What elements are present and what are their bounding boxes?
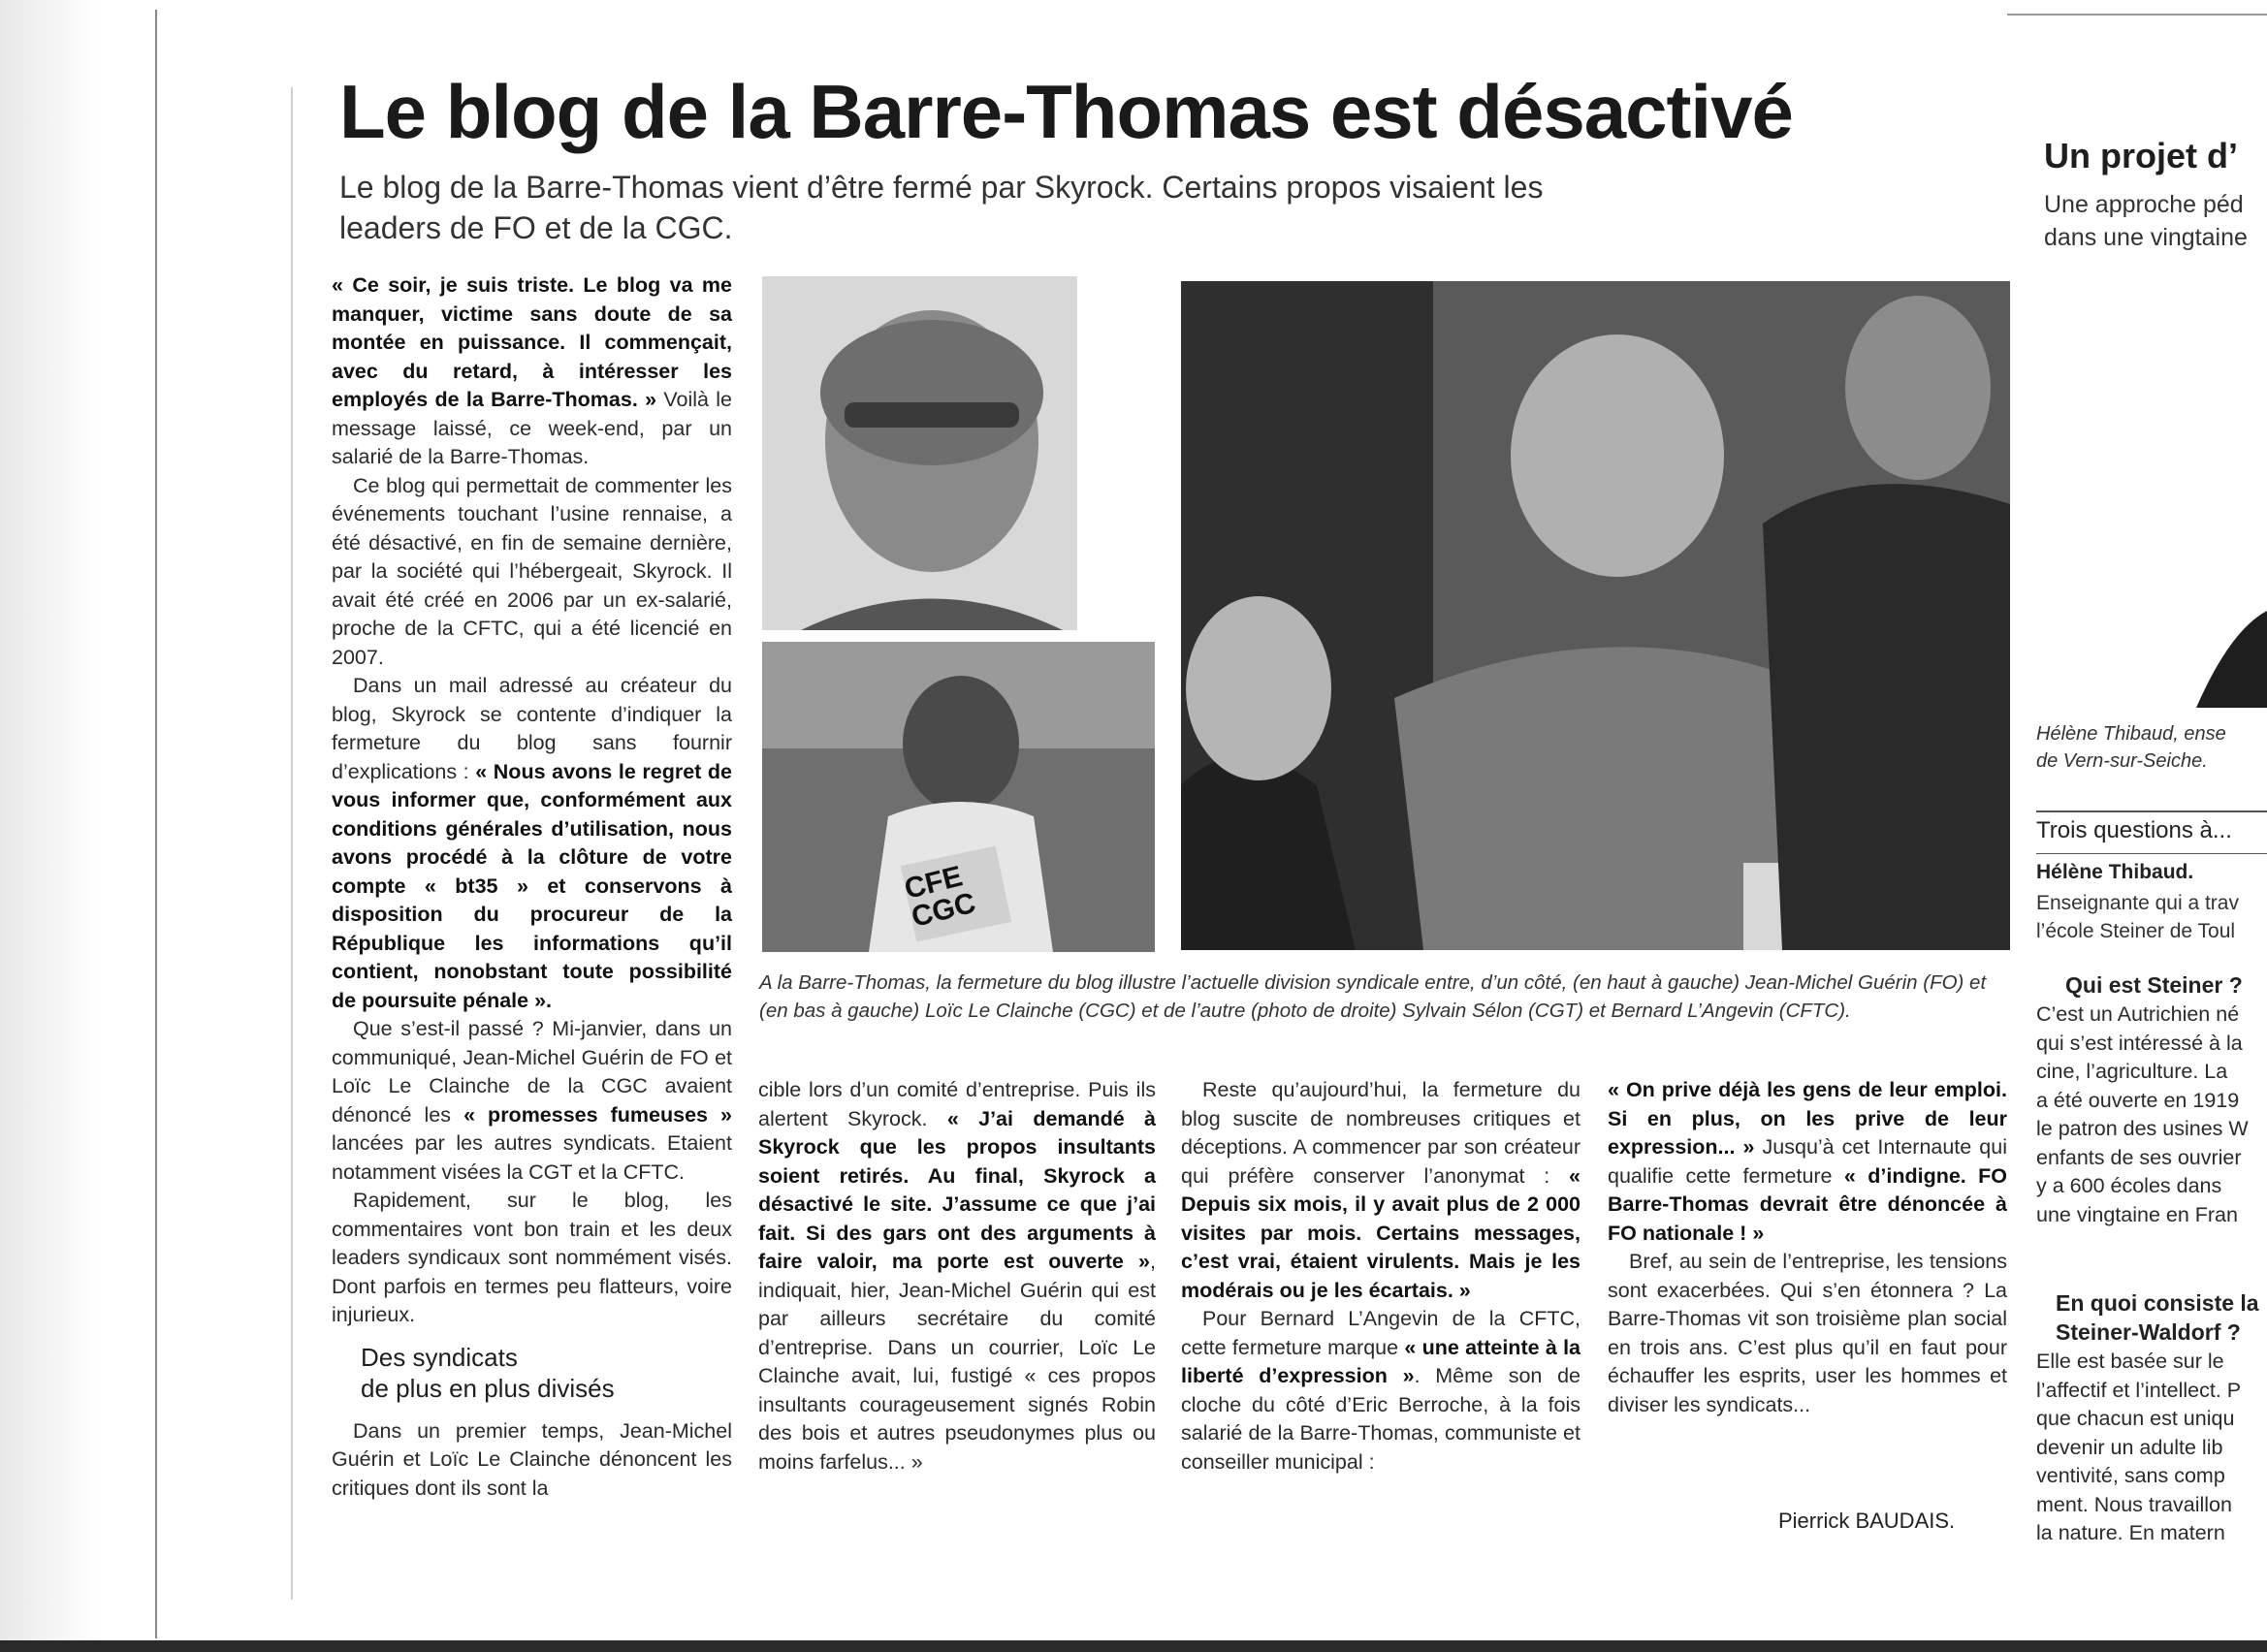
scan-bottom-edge: [0, 1640, 2267, 1652]
answer-line: une vingtaine en Fran: [2036, 1202, 2238, 1226]
question-1: Qui est Steiner ?: [2065, 972, 2243, 998]
text: Jusqu’à cet Internaute qui qualifie cette fermeture: [1608, 1135, 2007, 1188]
paragraph-2: [1181, 1305, 1581, 1477]
sidebar-box-rule-2: [2036, 853, 2267, 854]
quote-bold: « une atteinte à la liberté d’expression »: [1181, 1335, 1581, 1387]
answer-1: [2036, 1001, 2249, 1229]
text: Que s’est-il passé ? Mi-janvier, dans un communiqué, Jean-Michel Guérin de FO et Loïc Le Clainche de la CGC avaient dénoncé les: [332, 1017, 732, 1127]
paragraph-6: Dans un premier temps, Jean-Michel Guérin et Loïc Le Clainche dénoncent les critiques dont ils sont la: [332, 1418, 732, 1500]
sidebar-deck-line-1: Une approche péd: [2044, 191, 2244, 218]
quote-bold: « Depuis six mois, il y avait plus de 2 000 visites par mois. Certains messages, c’est vrai, étaient virulents. Mais je les modérais ou je les écartais. »: [1181, 1163, 1581, 1302]
answer-line: y a 600 écoles dans: [2036, 1174, 2222, 1197]
paragraph-3: [332, 672, 732, 1015]
answer-line: cine, l’agriculture. La: [2036, 1060, 2228, 1083]
intertitle-line-2: de plus en plus divisés: [361, 1373, 615, 1403]
answer-line: C’est un Autrichien né: [2036, 1002, 2240, 1026]
text: . Même son de cloche du côté d’Eric Berroche, à la fois salarié de la Barre-Thomas, communiste et conseiller municipal :: [1181, 1364, 1581, 1474]
text: cible lors d’un comité d’entreprise. Puis ils alertent Skyrock.: [758, 1078, 1156, 1130]
quote-bold: « promesses fumeuses »: [463, 1102, 732, 1127]
sidebar-deck-line-2: dans une vingtaine: [2044, 224, 2248, 251]
answer-line: a été ouverte en 1919: [2036, 1088, 2240, 1112]
quote-bold: « Nous avons le regret de vous informer que, conformément aux conditions générales d’utilisation, nous avons procédé à la clôture de votre compte « bt35 » et conservons à disposition du procureur de la République les informations qu’il contient, nonobstant toute possibilité de poursuite pénale ».: [332, 759, 732, 1012]
sidebar-box-title: Trois questions à...: [2036, 817, 2232, 843]
answer-line: que chacun est uniqu: [2036, 1407, 2235, 1430]
text: , indiquait, hier, Jean-Michel Guérin qui est par ailleurs secrétaire du comité d’entreprise. Dans un courrier, Loïc Le Clainche avait, lui, fustigé « ces propos insultants courageusement signés Robin des bois et autres pseudonymes plus ou moins farfelus... »: [758, 1250, 1156, 1474]
sidebar-title: Un projet d’: [2044, 136, 2238, 175]
column-rule-left: [291, 87, 293, 1600]
answer-line: devenir un adulte lib: [2036, 1435, 2223, 1459]
scan-binding-line: [155, 10, 157, 1638]
portrait-illustration: [762, 276, 1077, 630]
paragraph-1: [1181, 1076, 1581, 1305]
question-2: [2056, 1288, 2259, 1347]
article-column-4: [1608, 1076, 2007, 1419]
text: Reste qu’aujourd’hui, la fermeture du blog suscite de nombreuses critiques et déceptions. A commencer par son créateur qui préfère conserver l’anonymat :: [1181, 1078, 1581, 1188]
sidebar-photo-caption: [2036, 720, 2226, 775]
photo-union-leaders: [1181, 281, 2010, 950]
interviewee-name: Hélène Thibaud.: [2036, 861, 2194, 883]
paragraph-2: Bref, au sein de l’entreprise, les tensions sont exacerbées. Qui s’en étonnera ? La Barre-Thomas vit son troisième plan social en trois ans. C’est plus qu’il en faut pour échauffer les esprits, user les hommes et diviser les syndicats...: [1608, 1250, 2007, 1416]
answer-2: [2036, 1348, 2241, 1548]
text: Dans un mail adressé au créateur du blog, Skyrock se contente d’indiquer la fermeture du blog sans fournir d’explications :: [332, 674, 732, 783]
text: Voilà le message laissé, ce week-end, par un salarié de la Barre-Thomas.: [332, 388, 732, 468]
sidebar-box-rule: [2036, 810, 2267, 812]
sidebar-photo: [2036, 281, 2267, 708]
sidebar-caption-line-2: de Vern-sur-Seiche.: [2036, 750, 2208, 772]
scan-left-edge: [0, 0, 165, 1652]
photo-portrait-guerin: [762, 276, 1077, 630]
answer-line: ventivité, sans comp: [2036, 1464, 2225, 1487]
cfe-cgc-badge: CFE CGC: [901, 860, 979, 934]
sidebar-deck: [2044, 188, 2248, 254]
answer-line: l’affectif et l’intellect. P: [2036, 1378, 2242, 1402]
text: Pour Bernard L’Angevin de la CFTC, cette fermeture marque: [1181, 1307, 1581, 1359]
quote-bold: « d’indigne. FO Barre-Thomas devrait être dénoncée à FO nationale ! »: [1608, 1163, 2008, 1245]
answer-line: le patron des usines W: [2036, 1117, 2249, 1140]
answer-line: la nature. En matern: [2036, 1521, 2225, 1544]
top-rule-right: [2007, 14, 2267, 16]
question-2-line-1: En quoi consiste la: [2056, 1290, 2259, 1316]
photo-caption: A la Barre-Thomas, la fermeture du blog illustre l’actuelle division syndicale entre, d’un côté, (en haut à gauche) Jean-Michel Guérin (FO) et (en bas à gauche) Loïc Le Clainche (CGC) et de l’autre (photo de droite) Sylvain Sélon (CGT) et Bernard L’Angevin (CFTC).: [759, 971, 1987, 1022]
standfirst: Le blog de la Barre-Thomas vient d’être fermé par Skyrock. Certains propos visaient les leaders de FO et de la CGC.: [339, 170, 1544, 245]
answer-line: Elle est basée sur le: [2036, 1350, 2224, 1373]
group-photo-illustration: [1181, 281, 2010, 950]
sidebar-caption-line-1: Hélène Thibaud, ense: [2036, 723, 2226, 745]
paragraph-1: [332, 271, 732, 472]
interviewee-role: [2036, 889, 2239, 945]
quote-bold: « On prive déjà les gens de leur emploi. Si en plus, on les prive de leur expression... »: [1608, 1078, 2007, 1159]
intertitle-line-1: Des syndicats: [361, 1342, 518, 1372]
paragraph-1: [758, 1076, 1156, 1477]
quote-bold: « Ce soir, je suis triste. Le blog va me manquer, victime sans doute de sa montée en puissance. Il commençait, avec du retard, à intéresser les employés de la Barre-Thomas. »: [332, 273, 732, 411]
text: lancées par les autres syndicats. Etaient notamment visées la CGT et la CFTC.: [332, 1131, 732, 1184]
photo-portrait-leclainche: [762, 642, 1155, 952]
sidebar-photo-illustration: [2036, 281, 2267, 708]
role-line-1: Enseignante qui a trav: [2036, 892, 2239, 914]
role-line-2: l’école Steiner de Toul: [2036, 920, 2236, 942]
headline: Le blog de la Barre-Thomas est désactivé: [339, 69, 1793, 154]
intertitle: [332, 1342, 732, 1404]
paragraph-4: [332, 1015, 732, 1187]
answer-line: qui s’est intéressé à la: [2036, 1031, 2243, 1055]
question-2-line-2: Steiner-Waldorf ?: [2056, 1319, 2241, 1345]
quote-bold: « J’ai demandé à Skyrock que les propos insultants soient retirés. Au final, Skyrock a désactivé le site. J’assume ce que j’ai fait. Si des gars ont des arguments à faire valoir, ma porte est ouverte »: [758, 1106, 1156, 1273]
paragraph-5: Rapidement, sur le blog, les commentaires vont bon train et les deux leaders syndicaux sont nommément visés. Dont parfois en termes peu flatteurs, voire injurieux.: [332, 1189, 732, 1326]
article-column-2: [758, 1076, 1156, 1477]
paragraph-2: Ce blog qui permettait de commenter les événements touchant l’usine rennaise, a été désactivé, en fin de semaine dernière, par la société qui l’hébergeait, Skyrock. Il avait été créé en 2006 par un ex-salarié, proche de la CFTC, qui a été licencié en 2007.: [332, 473, 732, 669]
paragraph-1: [1608, 1076, 2007, 1248]
author-signature: Pierrick BAUDAIS.: [1778, 1509, 1956, 1533]
answer-line: ment. Nous travaillon: [2036, 1492, 2232, 1516]
article-column-3: [1181, 1076, 1581, 1477]
article-column-1: [332, 271, 732, 1503]
answer-line: enfants de ses ouvrier: [2036, 1145, 2242, 1169]
